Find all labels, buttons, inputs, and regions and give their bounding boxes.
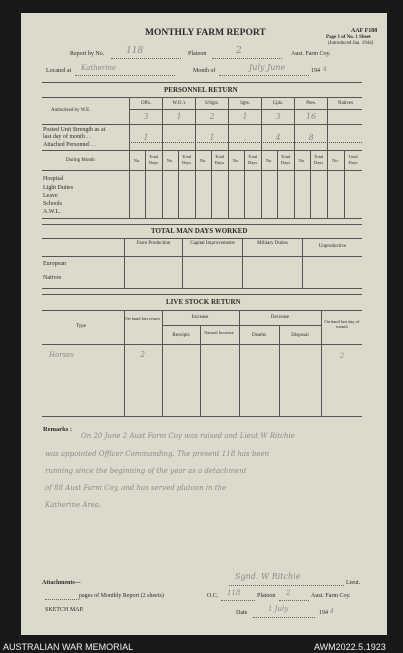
col-unproductive: Unproductive (318, 244, 347, 249)
total-days-label-1: Total (313, 154, 324, 159)
rank-wos: W.O.'s (172, 101, 186, 106)
date-label: Date (236, 610, 248, 616)
disposal-label: Disposal (291, 333, 309, 338)
authorised-offs: 3 (143, 112, 149, 121)
livestock-section-title: LIVE STOCK RETURN (166, 298, 241, 306)
rule (277, 150, 278, 218)
report-title: MONTHLY FARM REPORT (145, 28, 266, 38)
row-european: European (43, 261, 66, 267)
rule (239, 310, 240, 416)
total-days-label-1: Total (148, 154, 159, 159)
livestock-type-value: Horses (49, 351, 74, 359)
oc-platoon-line (279, 600, 309, 601)
deaths-label: Deaths (252, 333, 266, 338)
total-days-label-2: Days (280, 160, 291, 165)
sketch-map-label: SKETCH MAP. (45, 607, 84, 613)
remarks-line-4: of 88 Aust Farm Coy, and has served platoon in the (45, 484, 227, 492)
rule (42, 82, 362, 83)
rule (182, 238, 183, 288)
month-line (219, 75, 309, 76)
decrease-label: Decrease (270, 315, 290, 320)
no-label: No. (232, 158, 240, 163)
platoon-line (212, 58, 282, 59)
no-label: No. (298, 158, 306, 163)
date-value: 1 July (268, 605, 289, 613)
credit-right: AWM2022.5.1923 (314, 642, 386, 652)
total-days-label-2: Days (348, 160, 358, 165)
total-days-label-1: Total (247, 154, 258, 159)
remarks-line-3: running since the beginning of the year as a detachment (45, 467, 247, 475)
report-by-line (111, 58, 181, 59)
rule (244, 150, 245, 218)
rule (42, 344, 362, 345)
rule (344, 150, 345, 218)
report-sheet (21, 13, 387, 635)
rule (242, 238, 243, 288)
rule (42, 224, 362, 225)
rule (42, 294, 362, 295)
rule (228, 97, 229, 218)
rank-sgts: Sgts. (240, 101, 250, 106)
signature: Sgnd. W Ritchie (235, 572, 301, 581)
posted-wos: . (177, 133, 181, 142)
signature-line (229, 585, 344, 586)
rule (124, 238, 125, 288)
remarks-label: Remarks : (43, 426, 73, 433)
year-value: 4 (323, 66, 327, 73)
rule (42, 124, 362, 125)
rule (294, 97, 295, 218)
credit-left: AUSTRALIAN WAR MEMORIAL (3, 642, 134, 652)
year-label: 194 (311, 68, 320, 74)
authorised-ptes: 16 (305, 112, 317, 121)
col-military-duties: Military Duties (257, 241, 288, 246)
oc-unit-label: Aust. Farm Coy. (311, 593, 351, 599)
total-days-label-1: Total (214, 154, 225, 159)
row-leave: Leave (43, 193, 58, 199)
rank-ptes: Ptes. (306, 101, 316, 106)
no-label: No. (332, 158, 339, 163)
form-introduced: (Introduced Jan. 1944) (328, 41, 374, 46)
rule (178, 150, 179, 218)
month-value: July June (249, 63, 286, 72)
located-label: Located at (46, 68, 72, 74)
livestock-on-hand-month-value: 2 (339, 352, 345, 360)
rule (129, 97, 130, 218)
rule (327, 97, 328, 218)
col-farm-production: Farm Production (136, 241, 171, 246)
authorised-sgts: 1 (242, 112, 248, 121)
rank-ssgts: S/Sgts. (204, 101, 220, 106)
total-days-label-2: Days (214, 160, 225, 165)
oc-label: O.C. (207, 593, 219, 599)
rank-cpls: Cpls. (272, 101, 284, 106)
report-by-label: Report by No. (70, 51, 105, 57)
rule (42, 288, 362, 289)
remarks-line-1: On 20 June 2 Aust Farm Coy was raised and Lieut W Ritchie (81, 432, 295, 440)
rule (145, 150, 146, 218)
posted-label-1: Posted Unit Strength as at (43, 127, 106, 133)
posted-offs: 1 (143, 133, 149, 142)
total-days-label-2: Days (247, 160, 258, 165)
row-schools: Schools (43, 201, 63, 207)
row-hospital: Hospital (43, 176, 64, 182)
rule (42, 310, 362, 311)
rule (162, 310, 163, 416)
rule (42, 416, 362, 417)
rule (162, 325, 321, 326)
posted-label-3: Attached Personnel . . (43, 142, 96, 148)
row-natives: Natives (43, 275, 62, 281)
remarks-line-2: was appointed Officer Commanding. The present 118 has been (45, 450, 270, 458)
rule (200, 325, 201, 416)
platoon-value: 2 (236, 46, 242, 56)
total-days-label-1: Total (280, 154, 291, 159)
total-days-label-2: Days (181, 160, 192, 165)
no-label: No. (199, 158, 207, 163)
form-id: AAF F188 (351, 28, 378, 34)
authorised-label: Authorised by W.E. (51, 108, 91, 113)
month-label: Month of (193, 68, 216, 74)
located-line (75, 75, 175, 76)
oc-platoon-label: Platoon (257, 593, 276, 599)
no-label: No. (265, 158, 273, 163)
rule (42, 238, 362, 239)
total-days-label-2: Days (313, 160, 324, 165)
authorised-ssgts: 2 (209, 112, 215, 121)
oc-value: 118 (227, 589, 241, 597)
personnel-section-title: PERSONNEL RETURN (164, 86, 238, 94)
livestock-on-hand-last-value: 2 (139, 350, 146, 359)
on-hand-last-label: On hand last return (125, 316, 160, 321)
rule (310, 150, 311, 218)
attachments-label: Attachments— (42, 580, 81, 586)
attachments-line (45, 599, 79, 600)
posted-ssgts: 1 (209, 133, 215, 142)
no-label: No. (133, 158, 141, 163)
total-days-label-1: Total (181, 154, 192, 159)
rule (162, 97, 163, 218)
man-days-section-title: TOTAL MAN DAYS WORKED (151, 227, 248, 235)
row-awl: A.W.L. (43, 209, 61, 215)
total-days-label-1: Total (348, 154, 358, 159)
rule (302, 238, 303, 288)
rank-natives: Natives (337, 101, 354, 106)
rule (42, 150, 362, 151)
on-hand-month-label: On hand last day of month (324, 319, 360, 330)
pages-label: pages of Monthly Report (2 sheets) (79, 593, 164, 599)
during-month-label: During Month (66, 158, 95, 163)
authorised-cpls: 3 (275, 112, 281, 121)
report-by-value: 118 (126, 46, 144, 56)
rule (321, 310, 322, 416)
platoon-label: Platoon (188, 51, 207, 57)
rule (42, 97, 362, 98)
type-label: Type (76, 324, 86, 329)
posted-sgts: . (243, 133, 247, 142)
rule (261, 97, 262, 218)
receipts-label: Receipts (172, 333, 190, 338)
posted-cpls: 4 (275, 133, 281, 142)
rule (279, 325, 280, 416)
located-value: Katherine (81, 64, 117, 72)
remarks-line-5: Katherine Area. (45, 501, 102, 509)
lieut-label: Lieut. (346, 580, 361, 586)
rule (211, 150, 212, 218)
form-page: Page 1 of No. 1 Sheet (326, 35, 371, 40)
rule (124, 310, 125, 416)
rule (42, 170, 362, 171)
oc-platoon-value: 2 (286, 589, 291, 597)
posted-label-2: last day of month . . (43, 134, 91, 140)
rule (195, 97, 196, 218)
authorised-wos: 1 (176, 112, 182, 121)
rule (42, 218, 362, 219)
natural-increase-label: Natural Increase (204, 330, 234, 335)
date-year-value: 4 (330, 608, 334, 615)
row-light-duties: Light Duties (43, 185, 74, 191)
col-capital-improvements: Capital Improvements (190, 241, 235, 246)
date-year-label: 194 (319, 610, 328, 616)
posted-ptes: 8 (308, 133, 314, 142)
rule (42, 256, 362, 257)
oc-line (221, 600, 255, 601)
no-label: No. (166, 158, 174, 163)
date-line (253, 617, 315, 618)
increase-label: Increase (191, 315, 209, 320)
rank-offs: Offs. (140, 101, 152, 106)
unit-label: Aust. Farm Coy. (291, 51, 331, 57)
total-days-label-2: Days (148, 160, 159, 165)
